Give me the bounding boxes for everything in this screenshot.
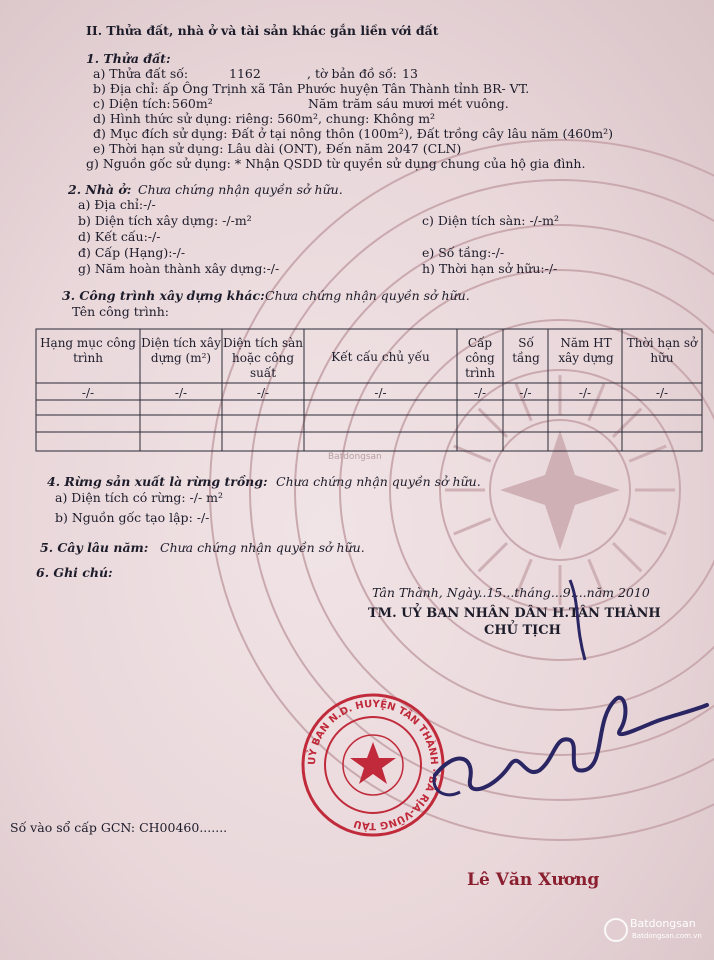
works-cell-year: -/- xyxy=(578,386,592,400)
notes-heading: 6. Ghi chú: xyxy=(36,565,113,580)
works-col-build-area: Diện tích xây dựng (m²) xyxy=(141,336,221,365)
land-purpose: đ) Mục đích sử dụng: Đất ở tại nông thôn (100m²), Đất trồng cây lâu năm (460m²) xyxy=(93,126,613,141)
works-cell-floor-area: -/- xyxy=(256,386,270,400)
house-structure: d) Kết cấu:-/- xyxy=(78,229,161,244)
works-name-label: Tên công trình: xyxy=(72,304,170,319)
pen-mark xyxy=(560,575,600,665)
perennial-heading: 5. Cây lâu năm: xyxy=(40,540,149,555)
forest-origin: b) Nguồn gốc tạo lập: -/- xyxy=(55,510,210,525)
forest-area: a) Diện tích có rừng: -/- m² xyxy=(55,490,224,505)
land-origin: g) Nguồn gốc sử dụng: * Nhận QSDD từ quyền sử dụng chung của hộ gia đình. xyxy=(86,156,586,171)
land-parcel-value: 1162 xyxy=(229,66,261,81)
land-usage-form: d) Hình thức sử dụng: riêng: 560m², chung: Không m² xyxy=(93,111,436,126)
house-build-area: b) Diện tích xây dựng: -/-m² xyxy=(78,213,252,228)
batdongsan-logo-icon xyxy=(604,918,628,942)
section-title: II. Thửa đất, nhà ở và tài sản khác gắn liền với đất xyxy=(86,23,439,38)
forest-status: Chưa chứng nhận quyền sở hữu. xyxy=(276,474,481,489)
works-heading: 3. Công trình xây dựng khác: xyxy=(62,288,265,303)
chairman-title: CHỦ TỊCH xyxy=(484,623,561,638)
land-area-value: 560m² xyxy=(172,96,213,111)
house-address: a) Địa chỉ:-/- xyxy=(78,197,156,212)
house-status: Chưa chứng nhận quyền sở hữu. xyxy=(138,182,343,197)
land-area-label: c) Diện tích: xyxy=(93,96,171,111)
issue-date: Tân Thành, Ngày..15...tháng...9....năm 2010 xyxy=(372,585,650,600)
works-cell-category: -/- xyxy=(81,386,95,400)
works-cell-floors: -/- xyxy=(519,386,532,400)
land-heading: 1. Thửa đất: xyxy=(86,51,171,66)
land-area-words: Năm trăm sáu mươi mét vuông. xyxy=(308,96,509,111)
registration-number: Số vào sổ cấp GCN: CH00460....... xyxy=(10,820,228,835)
works-cell-term: -/- xyxy=(655,386,669,400)
works-col-grade: Cấp công trình xyxy=(465,336,495,380)
works-status: Chưa chứng nhận quyền sở hữu. xyxy=(265,288,470,303)
house-floor-area: c) Diện tích sàn: -/-m² xyxy=(422,213,559,228)
house-floors: e) Số tầng:-/- xyxy=(422,245,505,260)
corner-watermark: Batdongsan xyxy=(630,917,696,930)
works-cell-structure: -/- xyxy=(374,386,387,400)
issuing-authority: TM. UỶ BAN NHÂN DÂN H.TÂN THÀNH xyxy=(368,606,661,621)
land-map-label: , tờ bản đồ số: xyxy=(307,66,397,81)
center-watermark: Batdongsan xyxy=(328,452,382,462)
works-col-year: Năm HT xây dựng xyxy=(558,336,614,365)
land-address: b) Địa chỉ: ấp Ông Trịnh xã Tân Phước huyện Tân Thành tỉnh BR- VT. xyxy=(93,81,530,96)
perennial-status: Chưa chứng nhận quyền sở hữu. xyxy=(160,540,365,555)
svg-text:UỶ BAN N.D. HUYỆN TÂN THÀNH ·: UỶ BAN N.D. HUYỆN TÂN THÀNH · BÀ RỊA-VŨNG TÀU xyxy=(306,698,440,832)
works-col-floor-area: Diện tích sàn hoặc công suất xyxy=(222,336,304,380)
handwritten-signature xyxy=(415,680,714,830)
signer-name: Lê Văn Xương xyxy=(467,870,600,890)
works-col-term: Thời hạn sở hữu xyxy=(626,336,698,365)
works-col-structure: Kết cấu chủ yếu xyxy=(331,350,430,364)
house-completion-year: g) Năm hoàn thành xây dựng:-/- xyxy=(78,261,280,276)
forest-heading: 4. Rừng sản xuất là rừng trồng: xyxy=(47,474,268,489)
house-grade: đ) Cấp (Hạng):-/- xyxy=(78,245,186,260)
land-map-value: 13 xyxy=(402,66,418,81)
land-term: e) Thời hạn sử dụng: Lâu dài (ONT), Đến năm 2047 (CLN) xyxy=(93,141,462,156)
corner-watermark-url: Batdongsan.com.vn xyxy=(632,932,702,940)
house-heading: 2. Nhà ở: xyxy=(68,182,132,197)
works-col-category: Hạng mục công trình xyxy=(40,336,136,365)
house-ownership-term: h) Thời hạn sở hữu:-/- xyxy=(422,261,558,276)
works-col-floors: Số tầng xyxy=(512,336,540,365)
works-cell-build-area: -/- xyxy=(174,386,188,400)
land-parcel-label: a) Thửa đất số: xyxy=(93,66,189,81)
works-cell-grade: -/- xyxy=(473,386,487,400)
